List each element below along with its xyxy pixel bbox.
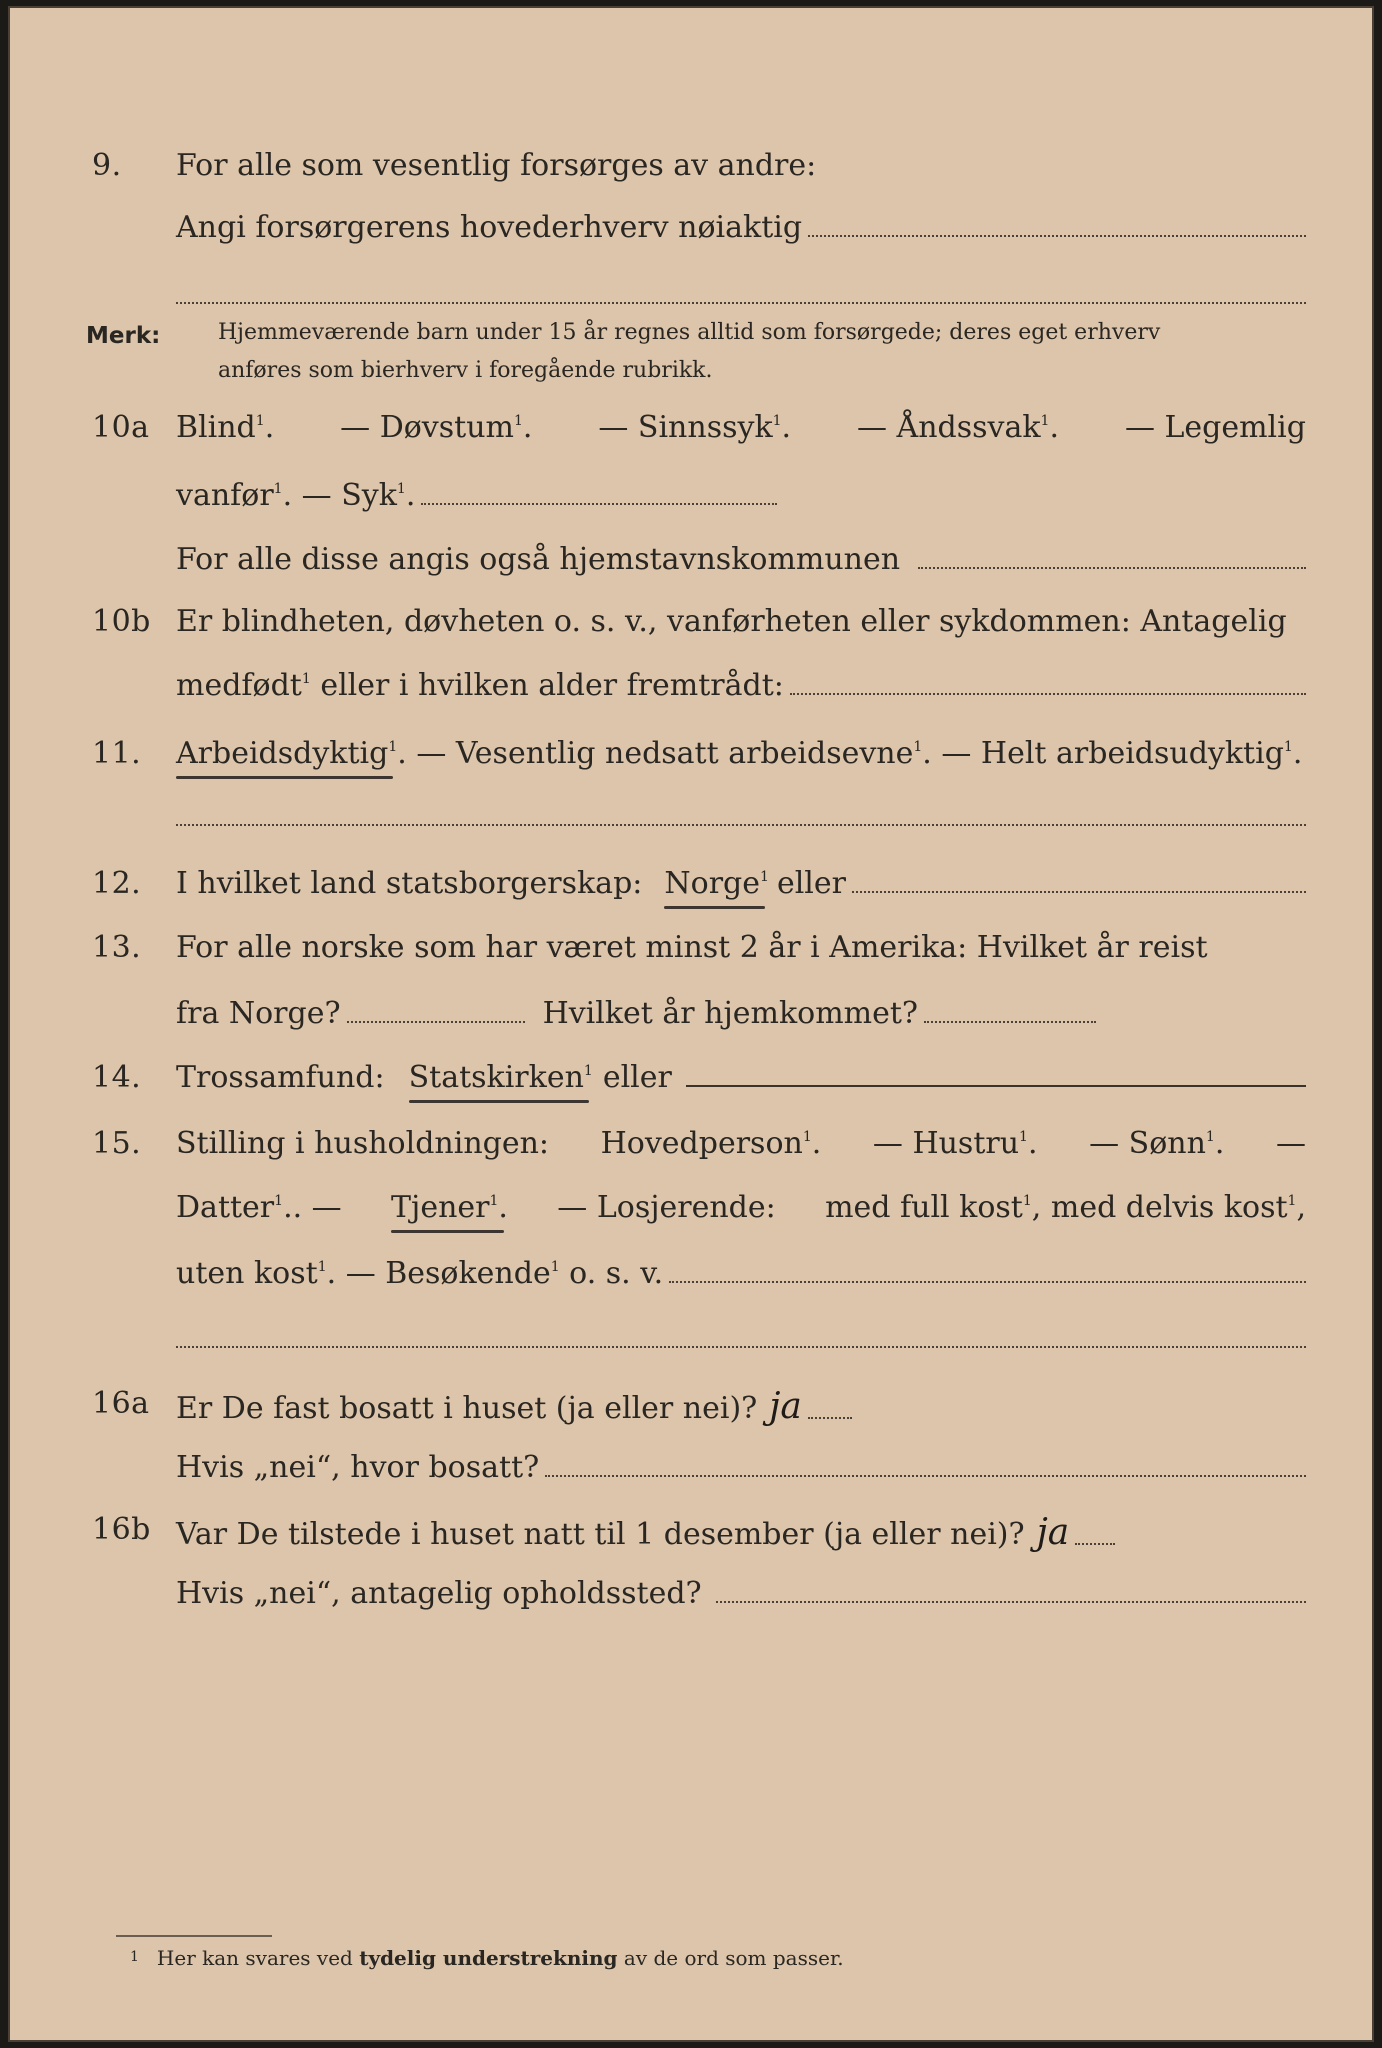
q10b-line1: Er blindheten, døvheten o. s. v., vanførheten eller sykdommen: Antagelig [176, 604, 1287, 639]
q16b-handwritten-answer[interactable]: ja [1036, 1512, 1070, 1553]
q15-hovedperson[interactable]: Hovedperson$^1$. [600, 1126, 822, 1161]
q10b-row-2 [0, 668, 1382, 712]
q16b-opholdssted-field[interactable] [716, 1599, 1306, 1603]
q14-eller: eller [602, 1060, 672, 1095]
q9-row-2 [0, 210, 1382, 254]
q15-sonn[interactable]: — Sønn$^1$. [1089, 1126, 1225, 1161]
q10a-number: 10a [92, 410, 150, 445]
q10a-legemlig[interactable]: — Legemlig [1124, 410, 1306, 445]
q10b-medfodt[interactable]: medfødt$^1$ [176, 668, 311, 703]
q11-udyktig[interactable]: — Helt arbeidsudyktig$^1$. [941, 736, 1303, 771]
q10a-syk-field[interactable] [421, 499, 777, 505]
q10a-blind[interactable]: Blind$^1$. [176, 410, 275, 445]
q13-reist-field[interactable] [347, 1017, 525, 1023]
q15-dash: — [1275, 1126, 1306, 1161]
q13-hjemkommet-field[interactable] [924, 1017, 1096, 1023]
q11-answer-line[interactable] [176, 822, 1306, 826]
q15-number: 15. [92, 1126, 142, 1161]
footnote [130, 1946, 844, 1970]
q12-answer-field[interactable] [852, 887, 1306, 893]
q16b-question: Var De tilstede i huset natt til 1 desember (ja eller nei)? [176, 1517, 1025, 1552]
q10b-row-1 [0, 604, 1382, 648]
footnote-text-c: av de ord som passer. [623, 1946, 844, 1970]
q15-tjener-underlined[interactable]: Tjener$^1$. [391, 1190, 508, 1225]
q9-row-1 [0, 148, 1382, 192]
q16a-row-1 [0, 1386, 1382, 1430]
q12-norge-underlined[interactable]: Norge$^1$ [664, 866, 769, 901]
q14-text: Trossamfund: [176, 1060, 385, 1095]
q16a-handwritten-answer[interactable]: ja [769, 1386, 802, 1427]
q13-row-1 [0, 930, 1382, 974]
q15-answer-continuation[interactable] [176, 1344, 1306, 1348]
q9-answer-field[interactable] [808, 231, 1306, 237]
q13-line1: For alle norske som har været minst 2 år i Amerika: Hvilket år reist [176, 930, 1208, 965]
q10a-vanfor[interactable]: vanfør$^1$. [176, 478, 302, 513]
q9-number: 9. [92, 148, 122, 183]
q12-text: I hvilket land statsborgerskap: [176, 866, 643, 901]
q15-losjerende: — Losjerende: [557, 1190, 776, 1225]
q16a-hvis-nei: Hvis „nei“, hvor bosatt? [176, 1450, 540, 1485]
q15-answer-field[interactable] [669, 1277, 1306, 1283]
q10a-sinnssyk[interactable]: — Sinnssyk$^1$. [598, 410, 792, 445]
q16a-question: Er De fast bosatt i huset (ja eller nei)? [176, 1391, 758, 1426]
q15-tjener-group [391, 1190, 508, 1225]
q15-row-2 [0, 1190, 1382, 1234]
q15-uten-kost[interactable]: uten kost$^1$. [176, 1256, 346, 1291]
q14-statskirken-underlined[interactable]: Statskirken$^1$ [408, 1060, 593, 1095]
q15-stilling: Stilling i husholdningen: [176, 1126, 550, 1161]
q16b-answer-field[interactable] [1075, 1539, 1115, 1545]
q11-arbeidsdyktig-underlined[interactable]: Arbeidsdyktig$^1$ [176, 736, 398, 771]
merk-label: Merk: [86, 323, 161, 349]
footnote-mark: 1 [130, 1949, 139, 1965]
q16a-row-2 [0, 1450, 1382, 1494]
q10b-number: 10b [92, 604, 151, 639]
q11-row: 11. Arbeidsdyktig$^1$ . — Vesentlig nedsatt arbeidsevne$^1$. — Helt arbeidsudyktig$^1$. [92, 736, 1303, 771]
q9-answer-continuation[interactable] [176, 300, 1306, 304]
q16b-number: 16b [92, 1512, 151, 1547]
footnote-text-a: Her kan svares ved [156, 1946, 353, 1970]
q10a-row-3 [0, 542, 1382, 586]
q15-datter[interactable]: Datter$^1$.. — [176, 1190, 342, 1225]
q13-hjemkommet: Hvilket år hjemkommet? [542, 996, 919, 1031]
q14-row [0, 1060, 1382, 1104]
q15-row-3 [0, 1256, 1382, 1300]
q13-number: 13. [92, 930, 142, 965]
q9-line1: For alle som vesentlig forsørges av andre: [176, 148, 817, 183]
q13-row-2 [0, 996, 1382, 1040]
q12-eller: eller [776, 866, 846, 901]
merk-line1: Hjemmeværende barn under 15 år regnes alltid som forsørgede; deres eget erhverv [218, 320, 1161, 345]
q10b-line2: eller i hvilken alder fremtrådt: [320, 668, 784, 703]
q10a-row-1 [0, 410, 1382, 454]
q16b-row-1 [0, 1512, 1382, 1556]
q14-number: 14. [92, 1060, 142, 1095]
q10a-dovstum[interactable]: — Døvstum$^1$. [340, 410, 533, 445]
q15-full-kost[interactable]: med full kost$^1$, med delvis kost$^1$, [825, 1190, 1306, 1225]
footnote-text-b: tydelig understrekning [359, 1946, 618, 1970]
q12-number: 12. [92, 866, 142, 901]
q12-row [0, 866, 1382, 910]
q15-osv: o. s. v. [569, 1256, 664, 1291]
q11-nedsatt[interactable]: — Vesentlig nedsatt arbeidsevne$^1$. [416, 736, 942, 771]
q10a-line3: For alle disse angis også hjemstavnskommunen [176, 542, 901, 577]
q10a-hjemstavn-field[interactable] [918, 563, 1306, 569]
q16b-hvis-nei: Hvis „nei“, antagelig opholdssted? [176, 1576, 702, 1611]
q10a-andssvak[interactable]: — Åndssvak$^1$. [857, 410, 1060, 445]
q16b-row-2 [0, 1576, 1382, 1620]
q15-besokende[interactable]: — Besøkende$^1$ [345, 1256, 560, 1291]
q16a-answer-field[interactable] [808, 1413, 852, 1419]
footnote-rule [116, 1935, 272, 1937]
q11-number: 11. [92, 736, 142, 771]
q10b-answer-field[interactable] [790, 689, 1306, 695]
q16a-bosatt-field[interactable] [545, 1471, 1306, 1477]
q15-hustru[interactable]: — Hustru$^1$. [872, 1126, 1038, 1161]
q14-answer-field[interactable] [686, 1085, 1306, 1087]
q10a-row-2 [0, 478, 1382, 522]
merk-line2: anføres som bierhverv i foregående rubrikk. [218, 358, 713, 383]
q13-fra-norge: fra Norge? [176, 996, 341, 1031]
q15-row-1 [0, 1126, 1382, 1170]
q16a-number: 16a [92, 1386, 150, 1421]
q9-line2: Angi forsørgerens hovederhverv nøiaktig [176, 210, 803, 245]
q10a-syk[interactable]: — Syk$^1$. [301, 478, 416, 513]
